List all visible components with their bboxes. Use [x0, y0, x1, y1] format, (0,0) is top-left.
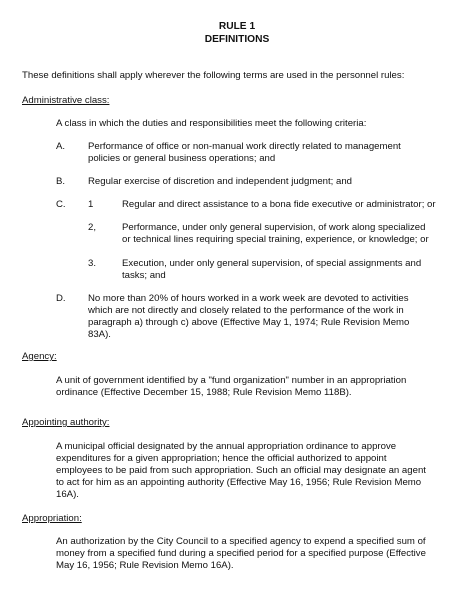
subitem-3-line-1: Execution, under only general supervision, of special assignments and — [122, 258, 422, 269]
appointing-authority-line-3: employees to be paid from such appropriation. Such an official may designate an agent — [56, 465, 426, 476]
agency-line-1: A unit of government identified by a "fund organization" number in an appropriation — [56, 375, 407, 386]
term-appointing-authority: Appointing authority: — [22, 417, 110, 428]
intro-paragraph: These definitions shall apply wherever the following terms are used in the personnel rules: — [22, 70, 405, 81]
subitem-marker-2: 2, — [88, 222, 97, 233]
item-marker-c: C. — [56, 199, 66, 210]
appropriation-line-3: May 16, 1956; Rule Revision Memo 16A). — [56, 560, 234, 571]
item-d-line-4: 83A). — [88, 329, 111, 340]
item-marker-a: A. — [56, 141, 66, 152]
appointing-authority-line-1: A municipal official designated by the annual appropriation ordinance to approve — [56, 441, 397, 452]
item-marker-d: D. — [56, 293, 66, 304]
appointing-authority-line-2: expenditures for a given appropriation; hence the official authorized to appoint — [56, 453, 387, 464]
item-d-line-1: No more than 20% of hours worked in a work week are devoted to activities — [88, 293, 409, 304]
item-marker-b: B. — [56, 176, 66, 187]
item-a-line-1: Performance of office or non-manual work directly related to management — [88, 141, 401, 152]
page-title: DEFINITIONS — [204, 34, 270, 45]
term-appropriation: Appropriation: — [22, 513, 82, 524]
term-administrative-class: Administrative class: — [22, 95, 110, 106]
item-d-line-2: which are not directly and closely related to the performance of the work in — [88, 305, 404, 316]
subitem-marker-1: 1 — [88, 199, 94, 210]
administrative-class-lead: A class in which the duties and responsibilities meet the following criteria: — [56, 118, 367, 129]
item-d-line-3: paragraph a) through c) above (Effective May 1, 1974; Rule Revision Memo — [88, 317, 410, 328]
item-a-line-2: policies or general business operations; and — [88, 153, 276, 164]
rule-number: RULE 1 — [218, 21, 256, 32]
term-agency: Agency: — [22, 351, 57, 362]
appropriation-line-2: money from a specified fund during a specified period for a specified purpose (Effective — [56, 548, 426, 559]
subitem-2-line-2: or technical lines requiring special training, experience, or knowledge; or — [122, 234, 429, 245]
appropriation-line-1: An authorization by the City Council to a specified agency to expend a specified sum of — [56, 536, 426, 547]
subitem-1-line-1: Regular and direct assistance to a bona fide executive or administrator; or — [122, 199, 436, 210]
subitem-2-line-1: Performance, under only general supervision, of work along specialized — [122, 222, 426, 233]
appointing-authority-line-4: to act for him as an appointing authority (Effective May 16, 1956; Rule Revision Memo — [56, 477, 422, 488]
subitem-3-line-2: tasks; and — [122, 270, 166, 281]
agency-line-2: ordinance (Effective December 15, 1988; Rule Revision Memo 118B). — [56, 387, 352, 398]
appointing-authority-line-5: 16A). — [56, 489, 79, 500]
item-b-line-1: Regular exercise of discretion and independent judgment; and — [88, 176, 353, 187]
subitem-marker-3: 3. — [88, 258, 97, 269]
